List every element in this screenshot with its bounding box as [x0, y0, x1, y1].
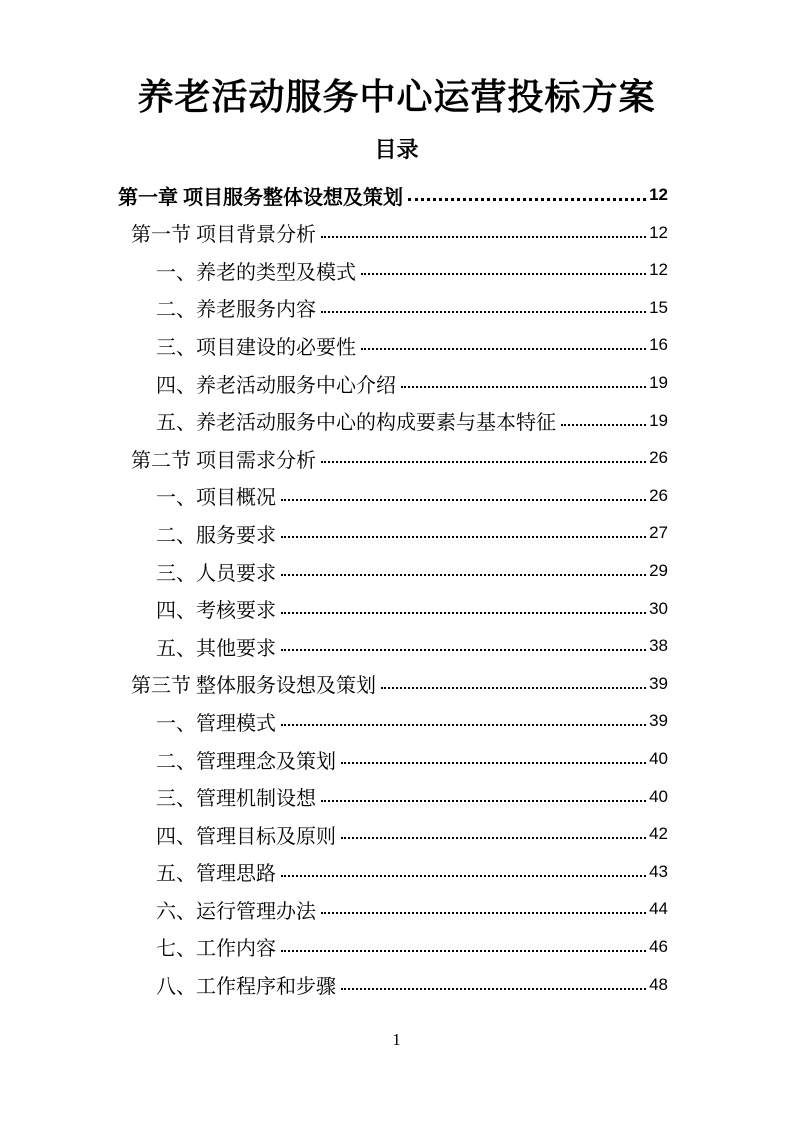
- toc-entry: [118, 627, 668, 665]
- toc-entry: [118, 289, 668, 327]
- toc-entry-page-number: 26: [649, 448, 668, 468]
- toc-entry-label: 一、项目概况: [156, 487, 276, 510]
- toc-entry: [118, 665, 668, 703]
- toc-entry-page-number: 19: [649, 373, 668, 393]
- toc-entry-page-number: 26: [649, 485, 668, 505]
- toc-list: [118, 176, 668, 1003]
- toc-entry: [118, 214, 668, 252]
- toc-entry-label: 第三节 整体服务设想及策划: [131, 675, 376, 698]
- toc-entry-label: 四、考核要求: [156, 600, 276, 623]
- toc-entry-label: 三、人员要求: [156, 562, 276, 585]
- toc-entry: [118, 891, 668, 929]
- dot-leader: [341, 973, 646, 990]
- toc-entry-page-number: 15: [649, 297, 668, 317]
- toc-entry: [118, 477, 668, 515]
- toc-entry-label: 六、运行管理办法: [156, 900, 316, 923]
- dot-leader: [321, 897, 646, 914]
- toc-entry-label: 四、管理目标及原则: [156, 825, 336, 848]
- dot-leader: [321, 785, 646, 802]
- toc-entry: [118, 853, 668, 891]
- toc-entry-label: 五、管理思路: [156, 863, 276, 886]
- dot-leader: [401, 371, 646, 388]
- toc-entry: [118, 251, 668, 289]
- dot-leader: [281, 935, 646, 952]
- toc-entry: [118, 176, 668, 214]
- toc-entry: [118, 778, 668, 816]
- toc-entry: [118, 402, 668, 440]
- toc-entry: [118, 815, 668, 853]
- toc-entry-page-number: 40: [649, 786, 668, 806]
- toc-entry-label: 三、管理机制设想: [156, 788, 316, 811]
- toc-entry: [118, 966, 668, 1004]
- toc-entry-label: 第一章 项目服务整体设想及策划: [118, 186, 403, 209]
- toc-entry-label: 第二节 项目需求分析: [131, 449, 316, 472]
- dot-leader: [281, 559, 646, 576]
- toc-entry-label: 八、工作程序和步骤: [156, 976, 336, 999]
- toc-entry-label: 七、工作内容: [156, 938, 276, 961]
- toc-entry-page-number: 43: [649, 861, 668, 881]
- dot-leader: [281, 521, 646, 538]
- dot-leader: [281, 634, 646, 651]
- dot-leader: [341, 822, 646, 839]
- document-title: 养老活动服务中心运营投标方案: [137, 77, 656, 117]
- toc-entry: [118, 515, 668, 553]
- toc-entry: [118, 928, 668, 966]
- dot-leader: [408, 184, 646, 201]
- toc-entry: [118, 590, 668, 628]
- dot-leader: [321, 221, 646, 238]
- dot-leader: [341, 747, 646, 764]
- toc-entry-page-number: 12: [649, 185, 668, 205]
- toc-entry-label: 四、养老活动服务中心介绍: [156, 374, 396, 397]
- toc-entry-page-number: 12: [649, 260, 668, 280]
- toc-entry-label: 三、项目建设的必要性: [156, 336, 356, 359]
- toc-entry: [118, 439, 668, 477]
- toc-entry-page-number: 27: [649, 523, 668, 543]
- toc-entry: [118, 740, 668, 778]
- toc-entry-label: 二、养老服务内容: [156, 299, 316, 322]
- dot-leader: [361, 258, 646, 275]
- toc-entry-page-number: 39: [649, 711, 668, 731]
- dot-leader: [321, 446, 646, 463]
- toc-entry-label: 一、养老的类型及模式: [156, 261, 356, 284]
- toc-entry-label: 第一节 项目背景分析: [131, 224, 316, 247]
- toc-entry-label: 一、管理模式: [156, 712, 276, 735]
- toc-entry: [118, 703, 668, 741]
- dot-leader: [281, 860, 646, 877]
- dot-leader: [281, 484, 646, 501]
- toc-entry-page-number: 46: [649, 936, 668, 956]
- dot-leader: [281, 597, 646, 614]
- dot-leader: [281, 709, 646, 726]
- dot-leader: [381, 672, 646, 689]
- toc-entry-page-number: 40: [649, 749, 668, 768]
- toc-entry-label: 二、管理理念及策划: [156, 750, 336, 773]
- toc-entry-label: 二、服务要求: [156, 524, 276, 547]
- toc-heading: 目录: [374, 136, 419, 162]
- toc-entry-page-number: 38: [649, 636, 668, 656]
- toc-entry-page-number: 29: [649, 561, 668, 581]
- toc-entry: [118, 364, 668, 402]
- toc-entry-page-number: 48: [649, 974, 668, 994]
- toc-entry: [118, 552, 668, 590]
- toc-entry-page-number: 19: [649, 410, 668, 430]
- toc-entry-label: 五、养老活动服务中心的构成要素与基本特征: [156, 412, 556, 435]
- toc-entry-page-number: 44: [649, 899, 668, 919]
- toc-entry: [118, 327, 668, 365]
- toc-entry-page-number: 42: [649, 824, 668, 844]
- dot-leader: [561, 409, 646, 426]
- toc-entry-page-number: 16: [649, 335, 668, 355]
- toc-entry-page-number: 12: [649, 222, 668, 242]
- toc-entry-page-number: 30: [649, 598, 668, 618]
- toc-entry-page-number: 39: [649, 673, 668, 693]
- dot-leader: [321, 296, 646, 313]
- footer-page-number: 1: [392, 1030, 401, 1049]
- toc-entry-label: 五、其他要求: [156, 637, 276, 660]
- dot-leader: [361, 333, 646, 350]
